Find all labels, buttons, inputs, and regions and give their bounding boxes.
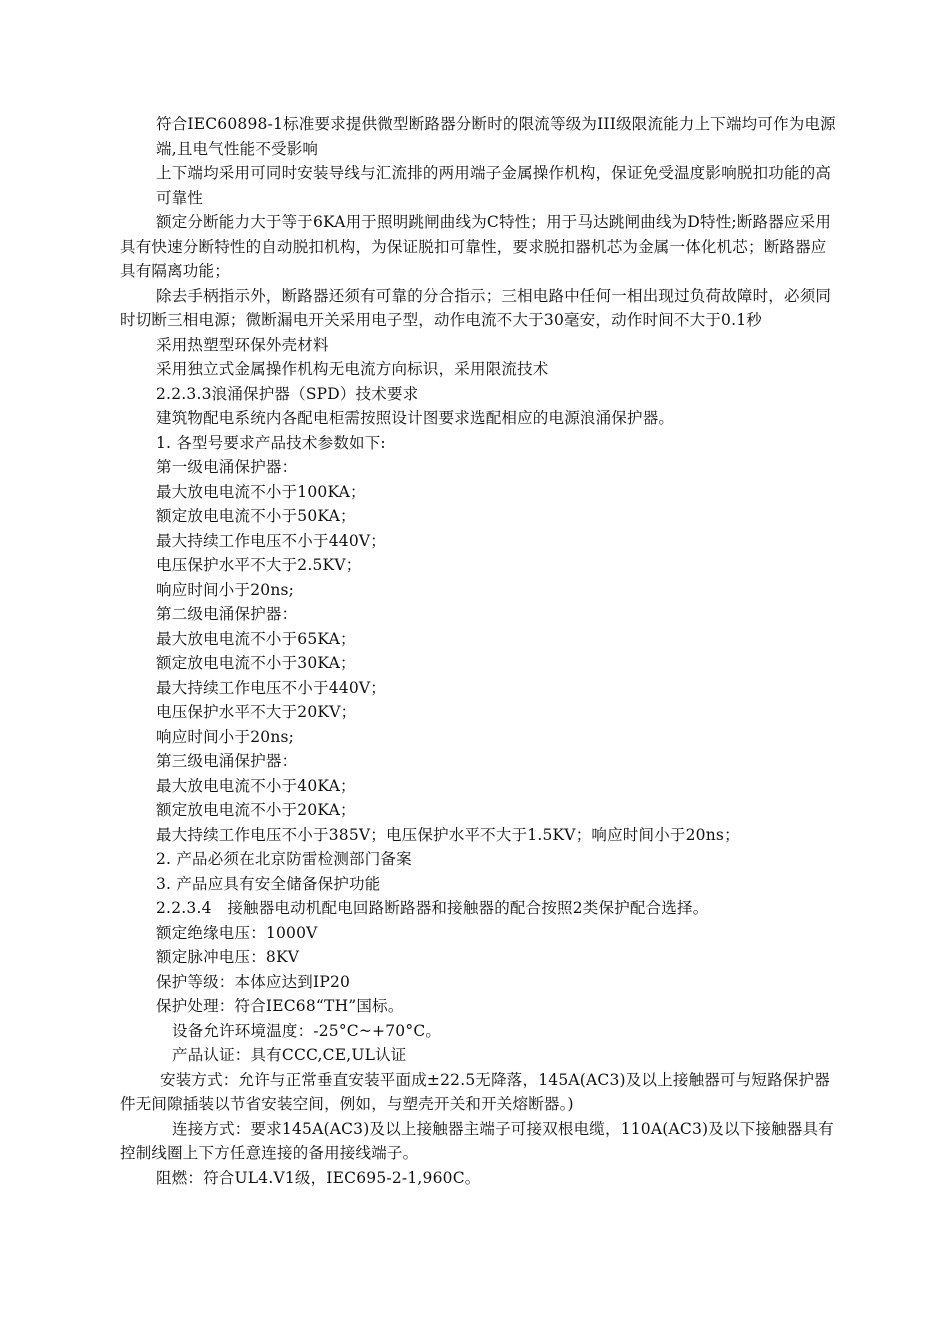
spd-level-1-max-discharge: 最大放电电流不小于100KA； [156, 482, 366, 501]
spd-level-1-heading: 第一级电涌保护器： [156, 458, 298, 476]
spd-level-2-protection-level: 电压保护水平不大于20KV； [156, 703, 357, 721]
spd-level-2-response-time: 响应时间小于20ns; [156, 727, 295, 746]
contactor-impulse-voltage: 额定脉冲电压：8KV [156, 948, 300, 966]
contactor-protection-grade: 保护等级：本体应达到IP20 [156, 972, 351, 991]
spd-level-3-summary: 最大持续工作电压不小于385V；电压保护水平不大于1.5KV；响应时间小于20ns； [156, 825, 740, 844]
spd-level-2-rated-discharge: 额定放电电流不小于30KA； [156, 654, 356, 672]
spd-level-1-max-voltage: 最大持续工作电压不小于440V； [156, 531, 386, 550]
paragraph-operating-mechanism: 采用独立式金属操作机构无电流方向标识，采用限流技术 [156, 360, 549, 378]
contactor-certification: 产品认证：具有CCC,CE,UL认证 [172, 1046, 407, 1064]
paragraph-connection-method: 连接方式：要求145A(AC3)及以上接触器主端子可接双根电缆，110A(AC3)及以下接触器具有控制线圈上下方任意连接的备用接线端子。 [120, 1119, 834, 1162]
paragraph-trip-indication: 除去手柄指示外，断路器还须有可靠的分合指示；三相电路中任何一相出现过负荷故障时，必须同时切断三相电源；微断漏电开关采用电子型，动作电流不大于30毫安，动作时间不大于0.1秒 [120, 286, 832, 329]
spd-level-1-protection-level: 电压保护水平不大于2.5KV； [156, 556, 362, 574]
list-item-registration: 2. 产品必须在北京防雷检测部门备案 [156, 850, 412, 868]
paragraph-mcb-current-limiting: 符合IEC60898-1标准要求提供微型断路器分断时的限流等级为III级限流能力上下端均可作为电源端,且电气性能不受影响 [156, 115, 836, 158]
paragraph-spd-intro: 建筑物配电系统内各配电柜需按照设计图要求选配相应的电源浪涌保护器。 [156, 409, 675, 427]
contactor-ambient-temperature: 设备允许环境温度：-25°C~+70°C。 [172, 1021, 442, 1040]
paragraph-breaking-capacity: 额定分断能力大于等于6KA用于照明跳闸曲线为C特性；用于马达跳闸曲线为D特性;断路器应采用具有快速分断特性的自动脱扣机构，为保证脱扣可靠性，要求脱扣器机芯为金属一体化机芯；断路器应具有隔离功能； [120, 213, 832, 280]
spd-level-3-max-discharge: 最大放电电流不小于40KA； [156, 776, 356, 795]
spd-level-1-rated-discharge: 额定放电电流不小于50KA； [156, 507, 356, 525]
paragraph-flame-retardant: 阻燃：符合UL4.V1级，IEC695-2-1,960C。 [156, 1168, 481, 1187]
spd-level-2-heading: 第二级电涌保护器： [156, 605, 298, 623]
spd-level-2-max-discharge: 最大放电电流不小于65KA； [156, 629, 356, 648]
list-item-safety-reserve: 3. 产品应具有安全储备保护功能 [156, 874, 381, 893]
spd-level-3-rated-discharge: 额定放电电流不小于20KA； [156, 801, 356, 819]
list-item-spd-params: 1. 各型号要求产品技术参数如下: [156, 433, 386, 452]
contactor-protection-treatment: 保护处理：符合IEC68“TH”国标。 [156, 997, 404, 1015]
section-heading-contactor: 2.2.3.4 接触器电动机配电回路断路器和接触器的配合按照2类保护配合选择。 [156, 899, 709, 917]
document-body [120, 112, 840, 1190]
spd-level-3-heading: 第三级电涌保护器： [156, 752, 298, 770]
contactor-insulation-voltage: 额定绝缘电压：1000V [156, 923, 318, 942]
paragraph-installation-method: 安装方式：允许与正常垂直安装平面成±22.5无降落，145A(AC3)及以上接触器可与短路保护器件无间隙插装以节省安装空间，例如，与塑壳开关和开关熔断器。) [120, 1070, 830, 1113]
paragraph-dual-terminal: 上下端均采用可同时安装导线与汇流排的两用端子金属操作机构，保证免受温度影响脱扣功能的高可靠性 [156, 164, 832, 207]
paragraph-housing-material: 采用热塑型环保外壳材料 [156, 335, 329, 354]
spd-level-1-response-time: 响应时间小于20ns; [156, 580, 295, 599]
spd-level-2-max-voltage: 最大持续工作电压不小于440V； [156, 678, 386, 697]
section-heading-spd: 2.2.3.3浪涌保护器（SPD）技术要求 [156, 384, 419, 403]
